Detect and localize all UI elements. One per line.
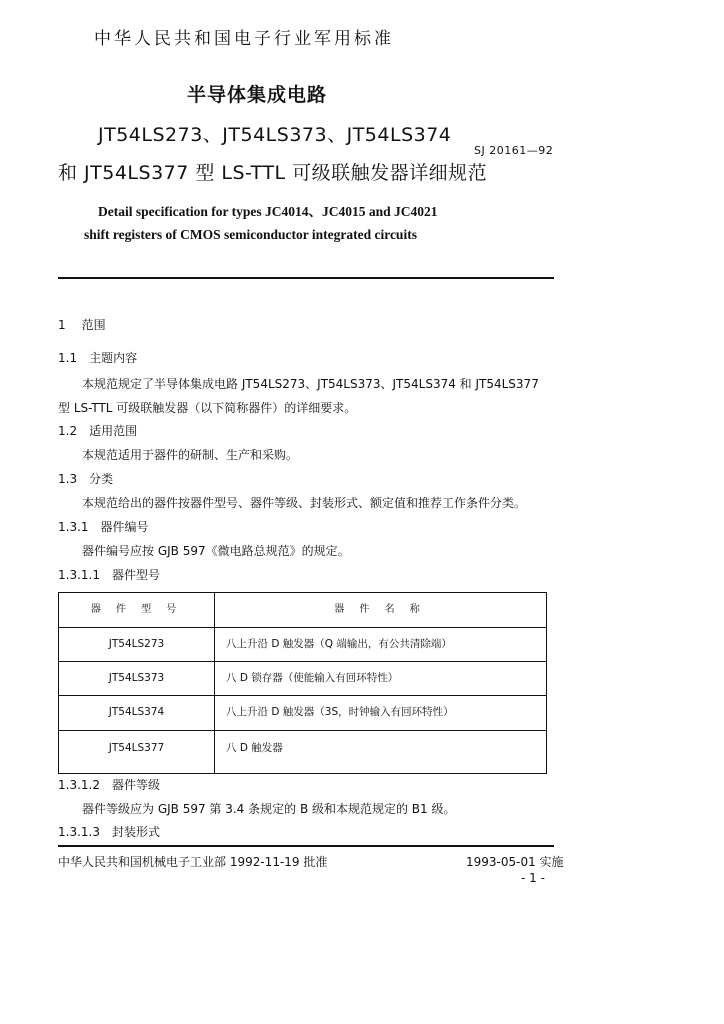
table-row-divider bbox=[59, 730, 546, 731]
section-1-3-heading bbox=[58, 470, 113, 487]
table-row-divider bbox=[59, 627, 546, 628]
section-title: 分类 bbox=[89, 472, 114, 486]
section-number: 1.1 bbox=[58, 351, 78, 365]
table-row-divider bbox=[59, 661, 546, 662]
table-header-name: 器 件 名 称 bbox=[334, 604, 426, 615]
standard-category-header: 中华人民共和国电子行业军用标准 bbox=[94, 29, 394, 49]
doc-title-line2: JT54LS273、JT54LS373、JT54LS374 bbox=[98, 124, 452, 146]
section-1-3-1-paragraph: 器件编号应按 GJB 597《微电路总规范》的规定。 bbox=[82, 544, 350, 558]
section-title: 器件等级 bbox=[111, 778, 160, 792]
section-title: 主题内容 bbox=[89, 351, 138, 365]
section-1-3-1-2-heading bbox=[58, 776, 160, 793]
table-row-divider bbox=[59, 695, 546, 696]
english-title-line1: Detail specification for types JC4014、JC4015 and JC4021 bbox=[98, 204, 438, 219]
english-title-line2: shift registers of CMOS semiconductor integrated circuits bbox=[84, 227, 417, 242]
section-title: 器件编号 bbox=[100, 520, 149, 534]
page-number: - 1 - bbox=[521, 871, 545, 885]
section-1-2-paragraph: 本规范适用于器件的研制、生产和采购。 bbox=[82, 448, 299, 462]
section-1-3-1-heading bbox=[58, 518, 149, 535]
section-title: 器件型号 bbox=[111, 568, 160, 582]
table-header-model: 器 件 型 号 bbox=[90, 604, 183, 615]
section-title: 范围 bbox=[81, 318, 106, 332]
standard-number: SJ 20161—92 bbox=[474, 144, 554, 157]
device-model: JT54LS377 bbox=[108, 742, 165, 754]
header-divider bbox=[58, 277, 554, 279]
device-name: 八上升沿 D 触发器（3S，时钟输入有回环特性） bbox=[226, 706, 454, 718]
section-number: 1 bbox=[58, 318, 66, 332]
approval-issuer: 中华人民共和国机械电子工业部 1992-11-19 批准 bbox=[58, 855, 328, 869]
device-name: 八 D 锁存器（使能输入有回环特性） bbox=[226, 672, 399, 684]
section-title: 封装形式 bbox=[111, 825, 160, 839]
device-model: JT54LS374 bbox=[108, 706, 165, 718]
section-number: 1.2 bbox=[58, 424, 78, 438]
section-1-3-1-3-heading bbox=[58, 823, 160, 840]
section-number: 1.3.1.2 bbox=[58, 778, 100, 792]
section-1-3-1-2-paragraph: 器件等级应为 GJB 597 第 3.4 条规定的 B 级和本规范规定的 B1 级。 bbox=[82, 802, 456, 816]
section-number: 1.3.1 bbox=[58, 520, 89, 534]
device-model: JT54LS273 bbox=[108, 638, 165, 650]
section-number: 1.3.1.3 bbox=[58, 825, 100, 839]
device-model-table bbox=[58, 592, 547, 774]
device-model: JT54LS373 bbox=[108, 672, 165, 684]
section-number: 1.3.1.1 bbox=[58, 568, 100, 582]
footer-divider bbox=[58, 845, 554, 847]
section-title: 适用范围 bbox=[89, 424, 138, 438]
device-name: 八上升沿 D 触发器（Q 端输出，有公共清除端） bbox=[226, 638, 452, 650]
section-1-1-heading bbox=[58, 349, 137, 366]
section-number: 1.3 bbox=[58, 472, 78, 486]
section-1-heading bbox=[58, 316, 106, 333]
section-1-3-paragraph: 本规范给出的器件按器件型号、器件等级、封装形式、额定值和推荐工作条件分类。 bbox=[82, 496, 527, 510]
doc-title-line3: 和 JT54LS377 型 LS-TTL 可级联触发器详细规范 bbox=[58, 162, 488, 184]
section-1-3-1-1-heading bbox=[58, 566, 160, 583]
section-1-1-paragraph-line2: 型 LS-TTL 可级联触发器（以下简称器件）的详细要求。 bbox=[58, 401, 357, 415]
effective-date: 1993-05-01 实施 bbox=[466, 855, 564, 869]
device-name: 八 D 触发器 bbox=[226, 742, 283, 754]
section-1-2-heading bbox=[58, 422, 137, 439]
table-column-divider bbox=[214, 593, 215, 773]
doc-title-line1: 半导体集成电路 bbox=[187, 84, 328, 106]
section-1-1-paragraph-line1: 本规范规定了半导体集成电路 JT54LS273、JT54LS373、JT54LS374 和 JT54LS377 bbox=[82, 377, 539, 391]
